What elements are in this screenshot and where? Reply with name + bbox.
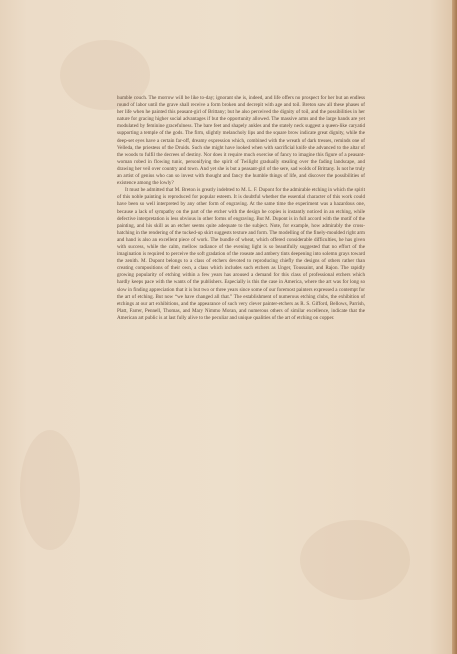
page-edge [452,0,457,654]
paragraph-1: humble couch. The morrow will be like to-day; ignorant she is, indeed, and life offers no prospect for her but an endless round of labor until the grave shall receive a form broken and decrepit with age and toil. Breton saw all these phases of her life when he painted this peasant-girl of Brittany; but he also perceived the dignity of toil, and the possibilities in her nature for gracing higher social advantages if but the opportunity allowed. The massive arms and the large hands are yet modulated by feminine gracefulness. The bare feet and shapely ankles and the stately neck suggest a queen-like caryatid supporting a temple of the gods. The firm, slightly melancholy lips and the square brow indicate great dignity, while the deep-set eyes have a certain far-off, dreamy expression which, combined with the wreath of dark tresses, reminds one of Velleda, the priestess of the Druids. Such she might have looked when with sacrificial knife she advanced to the altar of the woods to fulfil the decrees of destiny. Nor does it require much exercise of fancy to imagine this figure of a peasant-woman robed in flowing tunic, personifying the spirit of Twilight gradually stealing over the fading landscape, and drawing her veil over country and town. And yet she is but a peasant-girl of the sere, sad wolds of Brittany. Is not he truly an artist of genius who can so invest with thought and fancy the humble things of life, and discover the possibilities of existence among the lowly? [117,95,365,187]
paper-stain [300,520,410,600]
body-text [117,95,365,322]
paragraph-2: It must be admitted that M. Breton is greatly indebted to M. L. F. Dupont for the admirable etching in which the spirit of this noble painting is reproduced for popular esteem. It is doubtful whether the essential character of this work could have been so well interpreted by any other form of engraving. At the same time the experiment was a hazardous one, because a lack of sympathy on the part of the etcher with the design he copies is instantly noticed in an etching, while defective interpretation is less obvious in other forms of engraving. But M. Dupont is in full accord with the motif of the painting, and his skill as an etcher seems quite adequate to the subject. Note, for example, how admirably the cross-hatching in the rendering of the tucked-up skirt suggests texture and form. The modelling of the finely-moulded right arm and hand is also an excellent piece of work. The bundle of wheat, which offered considerable difficulties, he has given with success, while the calm, mellow radiance of the evening light is so beautifully suggested that no effort of the imagination is required to perceive the soft gradation of the roseate and ambery tints deepening into solemn grays toward the zenith. M. Dupont belongs to a class of etchers devoted to reproducing chiefly the designs of others rather than creating compositions of their own, a class which includes such etchers as Unger, Toussaint, and Rajon. The rapidly growing popularity of etching within a few years has aroused a demand for this class of professional etchers which hardly keeps pace with the wants of the publishers. Especially is this the case in America, where the art was for long so slow in finding appreciation that it is but two or three years since some of our foremost painters expressed a contempt for the art of etching. But now “we have changed all that.” The establishment of numerous etching clubs, the exhibition of etchings at our art exhibitions, and the appearance of such very clever painter-etchers as R. S. Gifford, Bellows, Parrish, Platt, Farrer, Pennell, Thomas, and Mary Nimmo Moran, and numerous others of similar excellence, indicate that the American art public is at last fully alive to the peculiar and unique qualities of the art of etching on copper. [117,187,365,321]
paper-stain [20,430,80,550]
